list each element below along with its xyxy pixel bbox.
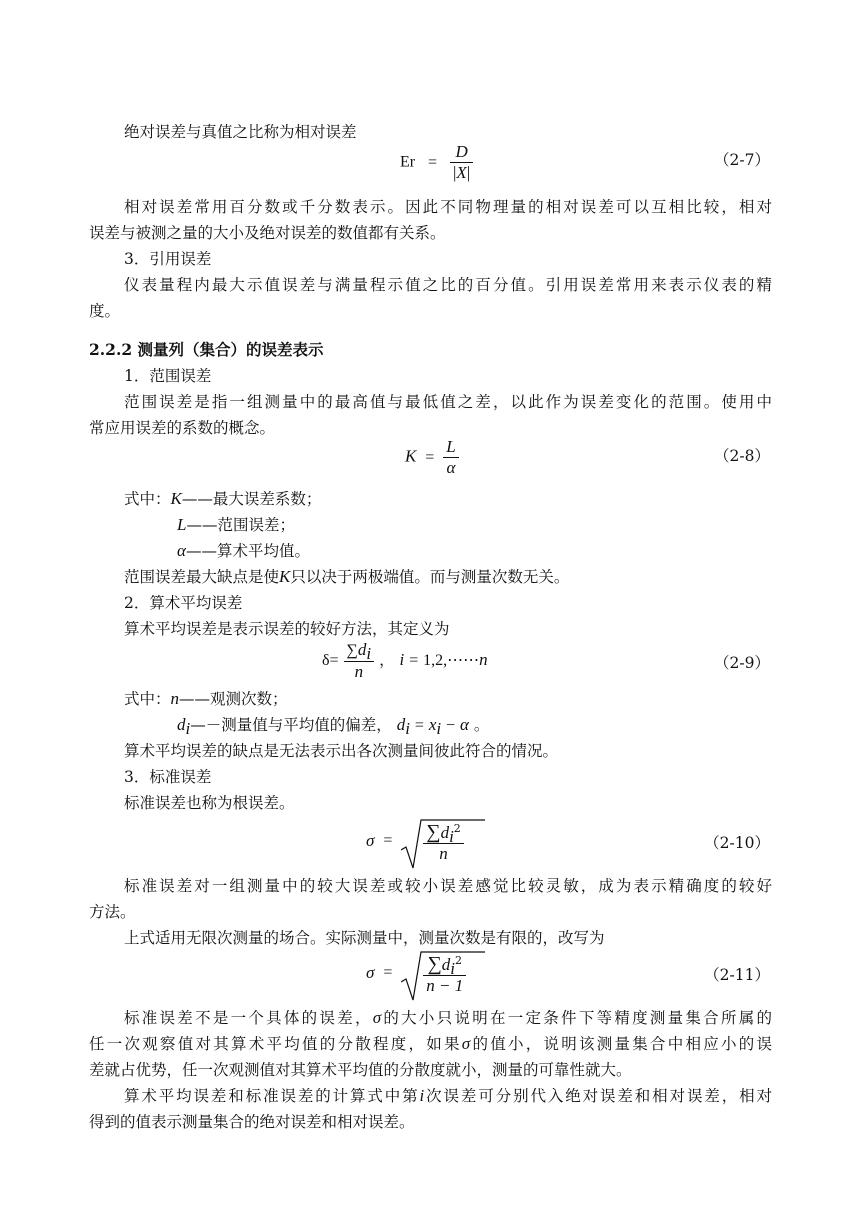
paragraph: 常应用误差的系数的概念。: [89, 419, 276, 437]
equation-number: （2-7）: [714, 151, 770, 169]
paragraph: 算术平均误差是表示误差的较好方法，其定义为: [124, 620, 450, 638]
paragraph: 方法。: [89, 903, 136, 921]
radical-sign: [401, 818, 485, 870]
paragraph: 得到的值表示测量集合的绝对误差和相对误差。: [89, 1113, 415, 1131]
equation-2-8: K = $\frac{L}{\alpha}$: [405, 437, 459, 478]
paragraph: 误差与被测之量的大小及绝对误差的数值都有关系。: [89, 224, 446, 242]
equation-number: （2-11）: [704, 966, 770, 984]
paragraph: 标准误差不是一个具体的误差，σ的大小只说明在一定条件下等精度测量集合所属的: [124, 1008, 772, 1027]
list-item: 2．算术平均误差: [124, 594, 243, 612]
equation-2-9: δ= $\frac{\sum d_i}{n}$ ， i = 1,2,⋯⋯n: [322, 640, 488, 681]
paragraph: 范围误差最大缺点是使K只以决于两极端值。而与测量次数无关。: [124, 567, 570, 586]
list-item: 1．范围误差: [124, 367, 212, 385]
fraction: $\frac{D}{|X|}$: [450, 142, 473, 183]
equation-2-10: σ = $\frac{\sum d_i^2}{n}$: [366, 818, 464, 864]
square-root: [401, 950, 466, 996]
equation-2-7: Er = $\frac{D}{|X|}$: [400, 142, 473, 183]
fraction: $\frac{\sum d_i^2}{n - 1}$: [423, 954, 466, 996]
list-item: 3．标准误差: [124, 768, 212, 786]
paragraph: 范围误差是指一组测量中的最高值与最低值之差，以此作为误差变化的范围。使用中: [124, 393, 772, 411]
list-item: 3．引用误差: [124, 250, 212, 268]
paragraph: 度。: [89, 302, 121, 320]
paragraph: 绝对误差与真值之比称为相对误差: [124, 123, 357, 141]
paragraph: 仪表量程内最大示值误差与满量程示值之比的百分值。引用误差常用来表示仪表的精: [124, 276, 772, 294]
paragraph: 标准误差对一组测量中的较大误差或较小误差感觉比较灵敏，成为表示精确度的较好: [124, 877, 772, 895]
paragraph: 算术平均误差和标准误差的计算式中第i次误差可分别代入绝对误差和相对误差，相对: [124, 1086, 772, 1105]
paragraph: 算术平均误差的缺点是无法表示出各次测量间彼此符合的情况。: [124, 742, 559, 760]
paragraph: 上式适用无限次测量的场合。实际测量中，测量次数是有限的，改写为: [124, 929, 605, 947]
radical-sign: [401, 950, 485, 1002]
where-clause: 式中：n——观测次数；: [124, 689, 288, 708]
paragraph: 相对误差常用百分数或千分数表示。因此不同物理量的相对误差可以互相比较，相对: [124, 198, 772, 216]
paragraph: 标准误差也称为根误差。: [124, 794, 295, 812]
equation-number: （2-8）: [714, 447, 770, 465]
where-clause: L——范围误差；: [177, 515, 295, 534]
fraction: $\frac{L}{\alpha}$: [443, 437, 458, 478]
where-clause: 式中：K——最大误差系数；: [124, 489, 322, 508]
paragraph: 差就占优势，任一次观测值对其算术平均值的分散度就小，测量的可靠性就大。: [89, 1061, 632, 1079]
square-root: [401, 818, 464, 864]
equation-number: （2-10）: [704, 834, 770, 852]
fraction: $\frac{\sum d_i^2}{n}$: [423, 822, 464, 864]
equation-number: （2-9）: [714, 654, 770, 672]
where-clause: $d_i—-$测量值与平均值的偏差， $d_i = x_i - \alpha$ 。: [177, 715, 490, 739]
paragraph: 任一次观察值对其算术平均值的分散程度，如果σ的值小，说明该测量集合中相应小的误: [89, 1034, 772, 1053]
equation-2-11: σ = $\frac{\sum d_i^2}{n - 1}$: [366, 950, 466, 996]
where-clause: α——算术平均值。: [177, 541, 310, 560]
section-heading: 2.2.2 测量列（集合）的误差表示: [89, 340, 324, 359]
fraction: $\frac{\sum d_i}{n}$: [344, 640, 375, 682]
